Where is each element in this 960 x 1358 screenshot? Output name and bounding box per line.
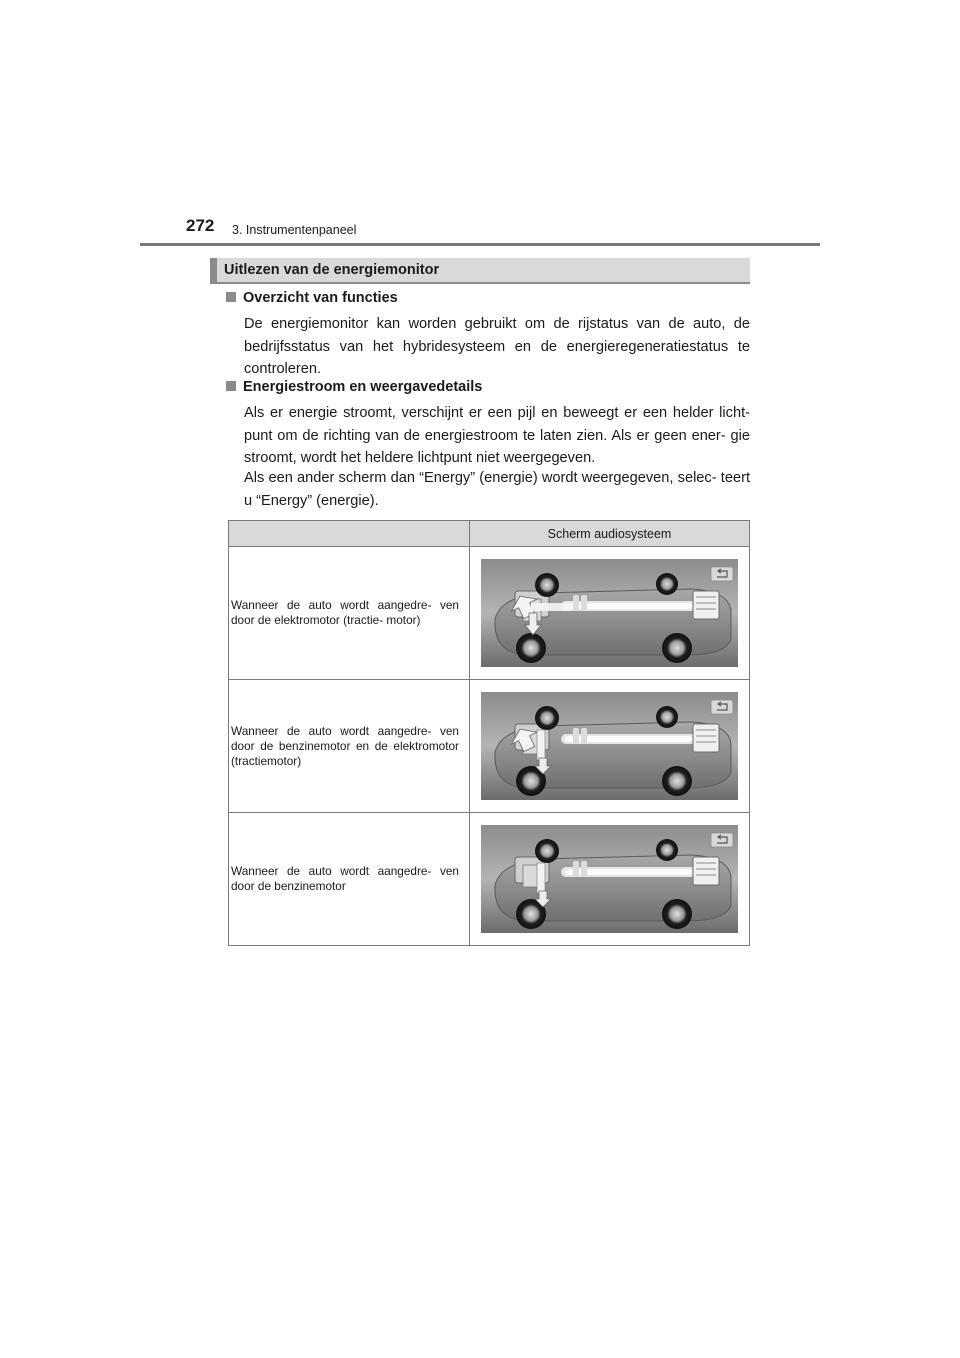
- square-bullet-icon: [226, 381, 236, 391]
- text-line: Als een ander scherm dan “Energy” (energie) wordt weergegeven, selec-: [244, 470, 717, 486]
- text-line: Wanneer de auto wordt aangedre-: [231, 723, 432, 738]
- subsection-heading-energy-flow: [226, 379, 482, 395]
- row-screenshot: [470, 680, 750, 813]
- section-heading: [210, 258, 750, 284]
- row-screenshot: [470, 813, 750, 946]
- subsection-title: Overzicht van functies: [243, 290, 398, 306]
- row-screenshot: [470, 547, 750, 680]
- text-line: controleren.: [244, 361, 322, 377]
- table-row: [229, 680, 750, 813]
- text-line: De energiemonitor kan worden gebruikt om de rijstatus van de auto, de: [244, 316, 750, 332]
- text-line: gie stroomt, wordt het heldere lichtpunt niet weergegeven.: [244, 427, 750, 466]
- table-header-left: [229, 521, 470, 547]
- text-line: Wanneer de auto wordt aangedre-: [231, 598, 432, 612]
- text-line: bedrijfsstatus van het hybridesysteem en de energieregeneratiestatus te: [244, 338, 750, 355]
- row-description: [229, 680, 470, 813]
- square-bullet-icon: [226, 292, 236, 302]
- text-line: punt om de richting van de energiestroom te laten zien. Als er geen ener-: [244, 427, 726, 444]
- text-line: ven door de elektromotor (tractie-: [231, 598, 459, 627]
- section-heading-bar: [210, 258, 217, 284]
- text-line: teert u “Energy” (energie).: [244, 470, 750, 509]
- paragraph-select-energy: [244, 467, 750, 512]
- header-rule: [140, 243, 820, 246]
- subsection-title: Energiestroom en weergavedetails: [243, 379, 483, 395]
- energy-monitor-engine-screen: [481, 825, 738, 933]
- section-title: Uitlezen van de energiemonitor: [224, 262, 440, 278]
- table-header-screen: Scherm audiosysteem: [470, 521, 750, 547]
- energy-monitor-engine-motor-screen: [481, 692, 738, 800]
- text-line: Als er energie stroomt, verschijnt er een pijl en beweegt er een helder licht-: [244, 405, 750, 421]
- paragraph-energy-flow: [244, 402, 750, 470]
- text-line: elektromotor (tractiemotor): [231, 738, 459, 768]
- text-line: ven door de benzinemotor en de: [231, 723, 459, 753]
- table-header-row: [229, 521, 750, 547]
- chapter-title: 3. Instrumentenpaneel: [232, 223, 357, 237]
- text-line: ven door de benzinemotor: [231, 864, 459, 893]
- text-line: Wanneer de auto wordt aangedre-: [231, 864, 432, 878]
- row-description: [229, 547, 470, 680]
- subsection-heading-overview: [226, 290, 398, 306]
- table-row: [229, 813, 750, 946]
- energy-monitor-table: [228, 520, 750, 946]
- page-number: 272: [186, 216, 215, 235]
- paragraph-overview: [244, 313, 750, 381]
- text-line: motor): [386, 613, 421, 627]
- table-row: [229, 547, 750, 680]
- row-description: [229, 813, 470, 946]
- energy-monitor-motor-screen: [481, 559, 738, 667]
